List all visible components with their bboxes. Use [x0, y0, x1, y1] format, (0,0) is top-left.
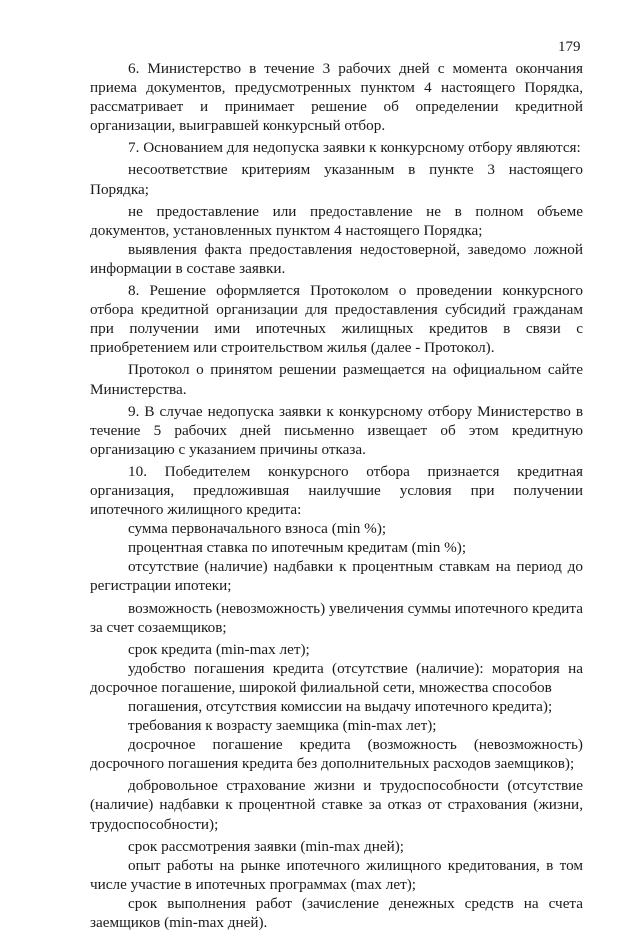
document-body — [90, 59, 583, 932]
paragraph-7-rejection-grounds: 7. Основанием для недопуска заявки к конкурсному отбору являются: — [128, 139, 581, 157]
paragraph-10-winner: 10. Победителем конкурсного отбора признается кредитная организация, предложившая наилучшие условия при получении ипотечного жилищного кредита: — [90, 462, 583, 519]
paragraph-8-protocol: 8. Решение оформляется Протоколом о проведении конкурсного отбора кредитной организации для предоставления субсидий гражданам при получении ими ипотечных жилищных кредитов в связи с приобретением или строительством жилья (далее - Протокол). — [90, 282, 583, 357]
condition-rate-surcharge: отсутствие (наличие) надбавки к процентным ставкам на период до регистрации ипотеки; — [90, 558, 583, 595]
condition-down-payment: сумма первоначального взноса (min %); — [128, 520, 387, 538]
rejection-ground-documents: не предоставление или предоставление не в полном объеме документов, установленных пунктом 4 настоящего Порядка; — [90, 202, 583, 239]
page-number: 179 — [558, 39, 581, 55]
condition-loan-term: срок кредита (min-max лет); — [128, 640, 310, 658]
rejection-ground-criteria: несоответствие критериям указанным в пункте 3 настоящего Порядка; — [90, 161, 583, 198]
condition-early-repayment: досрочное погашение кредита (возможность (невозможность) досрочного погашения кредита без дополнительных расходов заемщиков); — [90, 736, 583, 773]
condition-repayment-convenience: удобство погашения кредита (отсутствие (наличие): моратория на досрочное погашение, широкой филиальной сети, множества способов — [90, 659, 583, 696]
condition-co-borrowers: возможность (невозможность) увеличения суммы ипотечного кредита за счет созаемщиков; — [90, 599, 583, 636]
condition-borrower-age: требования к возрасту заемщика (min-max лет); — [128, 717, 437, 735]
condition-market-experience: опыт работы на рынке ипотечного жилищного кредитования, в том числе участие в ипотечных программах (max лет); — [90, 856, 583, 893]
paragraph-protocol-publication: Протокол о принятом решении размещается на официальном сайте Министерства. — [90, 361, 583, 398]
condition-insurance: добровольное страхование жизни и трудоспособности (отсутствие (наличие) надбавки к процентной ставке за отказ от страхования (жизни, трудоспособности); — [90, 777, 583, 833]
paragraph-9-notification: 9. В случае недопуска заявки к конкурсному отбору Министерство в течение 5 рабочих дней письменно извещает об этом кредитную организацию с указанием причины отказа. — [90, 402, 583, 458]
rejection-ground-false-info: выявления факта предоставления недостоверной, заведомо ложной информации в составе заявки. — [90, 240, 583, 277]
paragraph-6-ministry-review: 6. Министерство в течение 3 рабочих дней с момента окончания приема документов, предусмотренных пунктом 4 настоящего Порядка, рассматривает и принимает решение об определении кредитной организации, выигравшей конкурсный отбор. — [90, 60, 583, 135]
condition-repayment-convenience-cont: погашения, отсутствия комиссии на выдачу ипотечного кредита); — [128, 698, 553, 715]
condition-interest-rate: процентная ставка по ипотечным кредитам (min %); — [128, 539, 467, 557]
condition-execution-period: срок выполнения работ (зачисление денежных средств на счета заемщиков (min-max дней). — [90, 894, 583, 932]
condition-review-period: срок рассмотрения заявки (min-max дней); — [128, 837, 405, 855]
